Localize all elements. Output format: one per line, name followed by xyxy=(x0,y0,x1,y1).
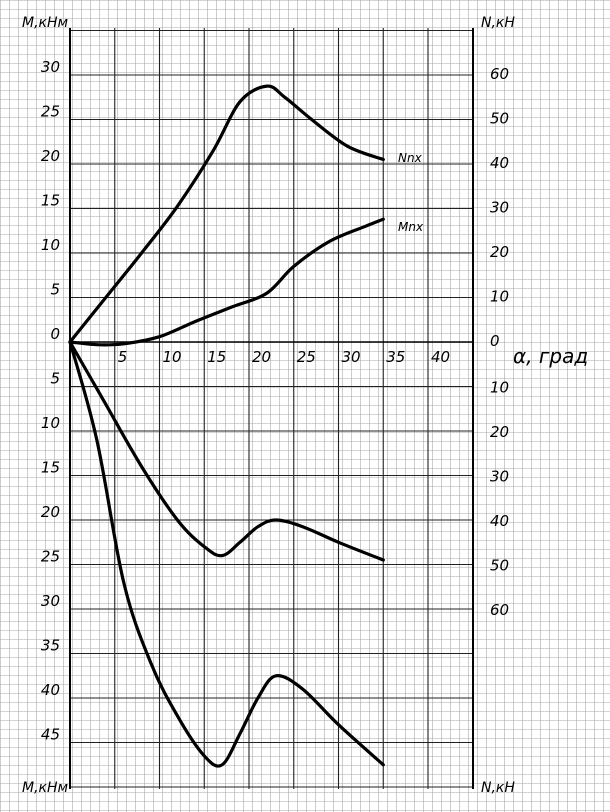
right-tick-label: 40 xyxy=(490,154,510,172)
left-tick-label: 10 xyxy=(40,236,60,254)
left-tick-label: 45 xyxy=(40,725,60,744)
x-tick-label: 20 xyxy=(252,348,272,366)
left-tick-label: 15 xyxy=(40,191,60,210)
left-tick-label: 25 xyxy=(40,102,60,121)
x-tick-label: 10 xyxy=(162,348,182,366)
left-tick-label: 20 xyxy=(40,503,60,521)
right-tick-label: 30 xyxy=(490,198,510,217)
series-label-mnx: Mnx xyxy=(398,220,424,234)
series-line-3 xyxy=(70,342,383,560)
series-lines xyxy=(70,86,383,766)
right-axis-title-bottom: N,кН xyxy=(481,780,515,796)
series-line-1 xyxy=(70,86,383,342)
right-tick-label: 50 xyxy=(490,556,510,575)
right-tick-label: 50 xyxy=(490,109,510,128)
x-tick-label: 5 xyxy=(117,348,128,366)
right-tick-label: 60 xyxy=(490,65,510,83)
left-tick-label: 5 xyxy=(50,280,60,299)
series-label-nnx: Nnx xyxy=(398,151,422,165)
left-tick-label: 20 xyxy=(40,147,60,165)
left-tick-label: 5 xyxy=(50,369,60,388)
chart-frame xyxy=(70,28,473,789)
right-axis-title-top: N,кН xyxy=(481,15,515,31)
right-tick-label: 30 xyxy=(490,467,510,486)
right-tick-label: 0 xyxy=(490,332,500,350)
right-tick-label: 40 xyxy=(490,512,510,530)
left-tick-label: 40 xyxy=(40,681,60,699)
right-tick-label: 20 xyxy=(490,423,510,441)
x-tick-label: 15 xyxy=(207,348,227,366)
left-axis-title-top: M,кНм xyxy=(22,15,69,31)
left-tick-label: 30 xyxy=(40,58,60,76)
x-tick-label: 35 xyxy=(386,348,406,366)
left-tick-label: 15 xyxy=(40,458,60,477)
major-grid xyxy=(70,28,473,789)
left-tick-label: 25 xyxy=(40,547,60,566)
x-tick-label: 25 xyxy=(296,348,316,366)
x-tick-label: 40 xyxy=(431,348,451,366)
right-tick-label: 20 xyxy=(490,243,510,261)
left-tick-label: 10 xyxy=(40,414,60,432)
right-tick-label: 10 xyxy=(490,378,510,397)
right-tick-label: 60 xyxy=(490,601,510,619)
x-axis-label: α, град xyxy=(513,344,589,368)
x-tick-label: 30 xyxy=(341,348,361,366)
left-tick-label: 0 xyxy=(50,325,60,343)
right-tick-label: 10 xyxy=(490,287,510,306)
left-axis-title-bottom: M,кНм xyxy=(22,780,69,796)
left-tick-label: 30 xyxy=(40,592,60,610)
left-tick-label: 35 xyxy=(40,636,60,655)
tick-labels xyxy=(41,58,509,744)
